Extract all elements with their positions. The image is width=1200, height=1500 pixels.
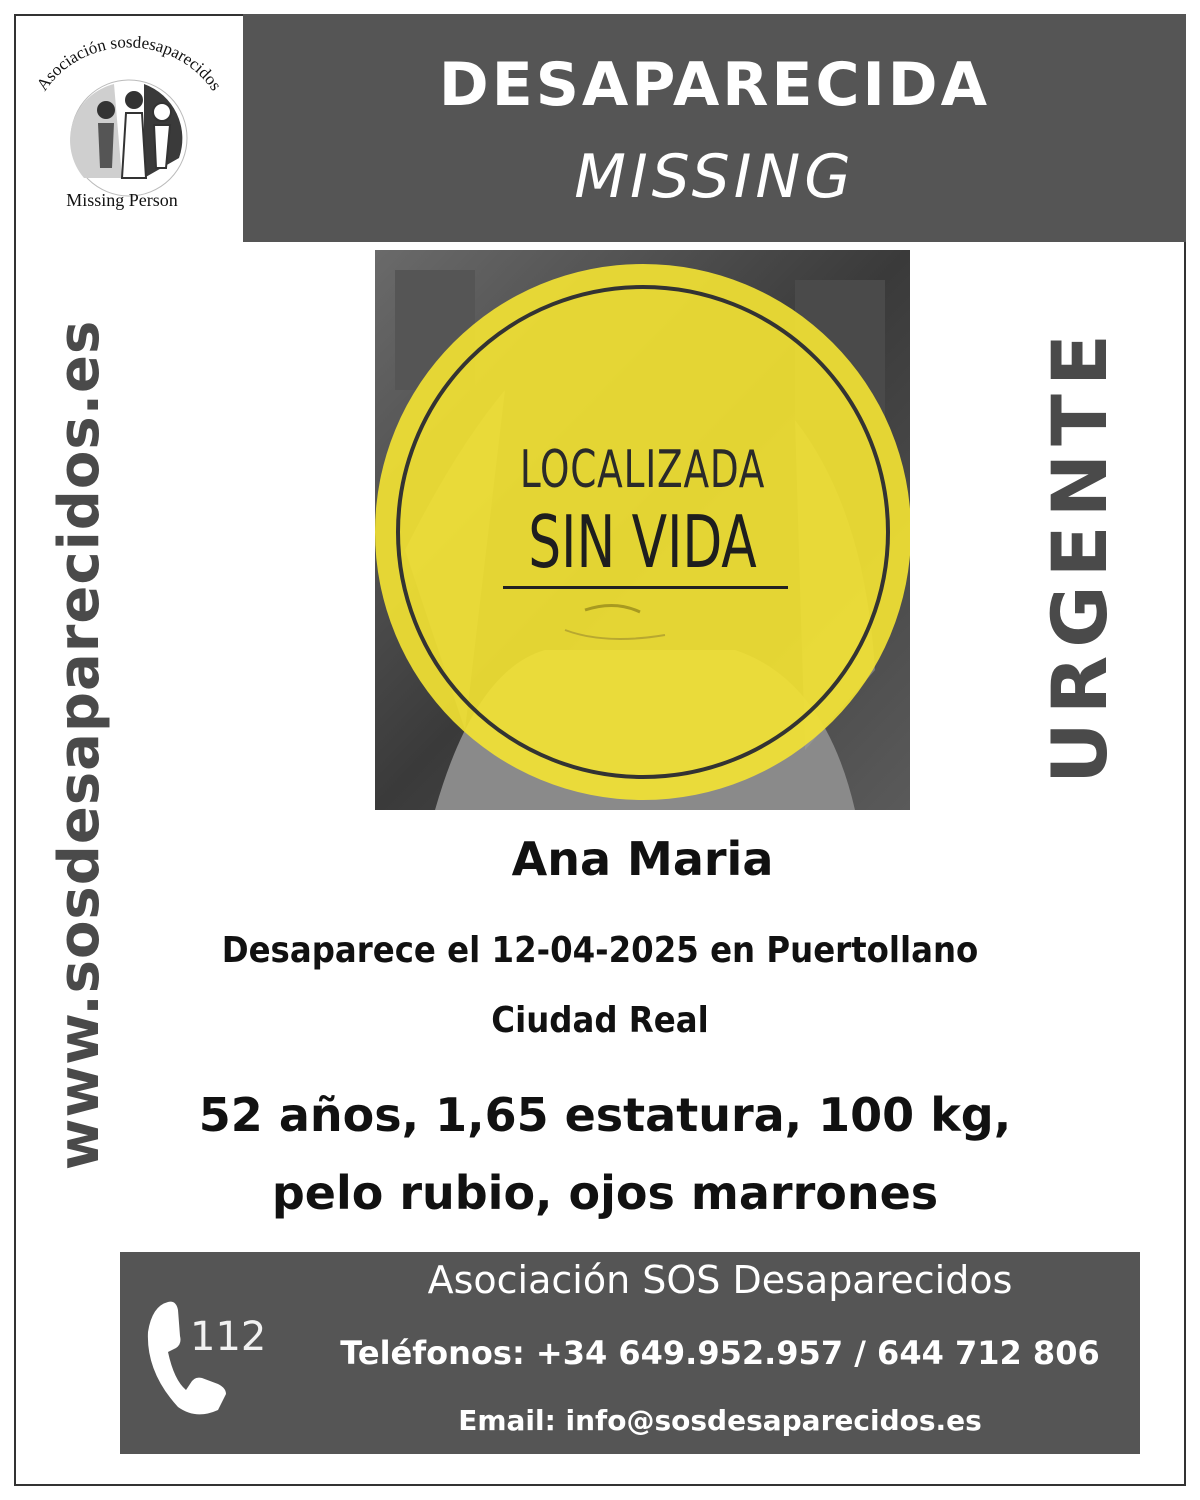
disappearance-province: Ciudad Real bbox=[491, 1000, 709, 1041]
contact-footer bbox=[120, 1252, 1140, 1454]
stamp-line-sin-vida: SIN VIDA bbox=[528, 500, 757, 584]
person-name: Ana Maria bbox=[511, 832, 774, 886]
logo-arc-text: Asociación sosdesaparecidos bbox=[32, 32, 226, 94]
footer-organization: Asociación SOS Desaparecidos bbox=[427, 1258, 1013, 1302]
disappearance-date-place: Desaparece el 12-04-2025 en Puertollano bbox=[221, 930, 979, 971]
header-subtitle: MISSING bbox=[574, 142, 855, 212]
emergency-number: 112 bbox=[190, 1314, 267, 1360]
header-title: DESAPARECIDA bbox=[438, 50, 991, 120]
organization-logo bbox=[14, 28, 236, 218]
footer-email: Email: info@sosdesaparecidos.es bbox=[458, 1404, 982, 1437]
side-urgent-text: URGENTE bbox=[1035, 326, 1124, 784]
footer-phones: Teléfonos: +34 649.952.957 / 644 712 806 bbox=[340, 1334, 1100, 1372]
header-banner bbox=[243, 14, 1186, 242]
stamp-line-localizada: LOCALIZADA bbox=[519, 440, 766, 500]
stamp-text bbox=[450, 440, 835, 584]
physical-description-1: 52 años, 1,65 estatura, 100 kg, bbox=[198, 1088, 1012, 1142]
stamp-underline bbox=[503, 586, 788, 589]
physical-description-2: pelo rubio, ojos marrones bbox=[271, 1166, 939, 1220]
side-website-text: www.sosdesaparecidos.es bbox=[47, 319, 112, 1171]
logo-caption: Missing Person bbox=[66, 190, 178, 210]
